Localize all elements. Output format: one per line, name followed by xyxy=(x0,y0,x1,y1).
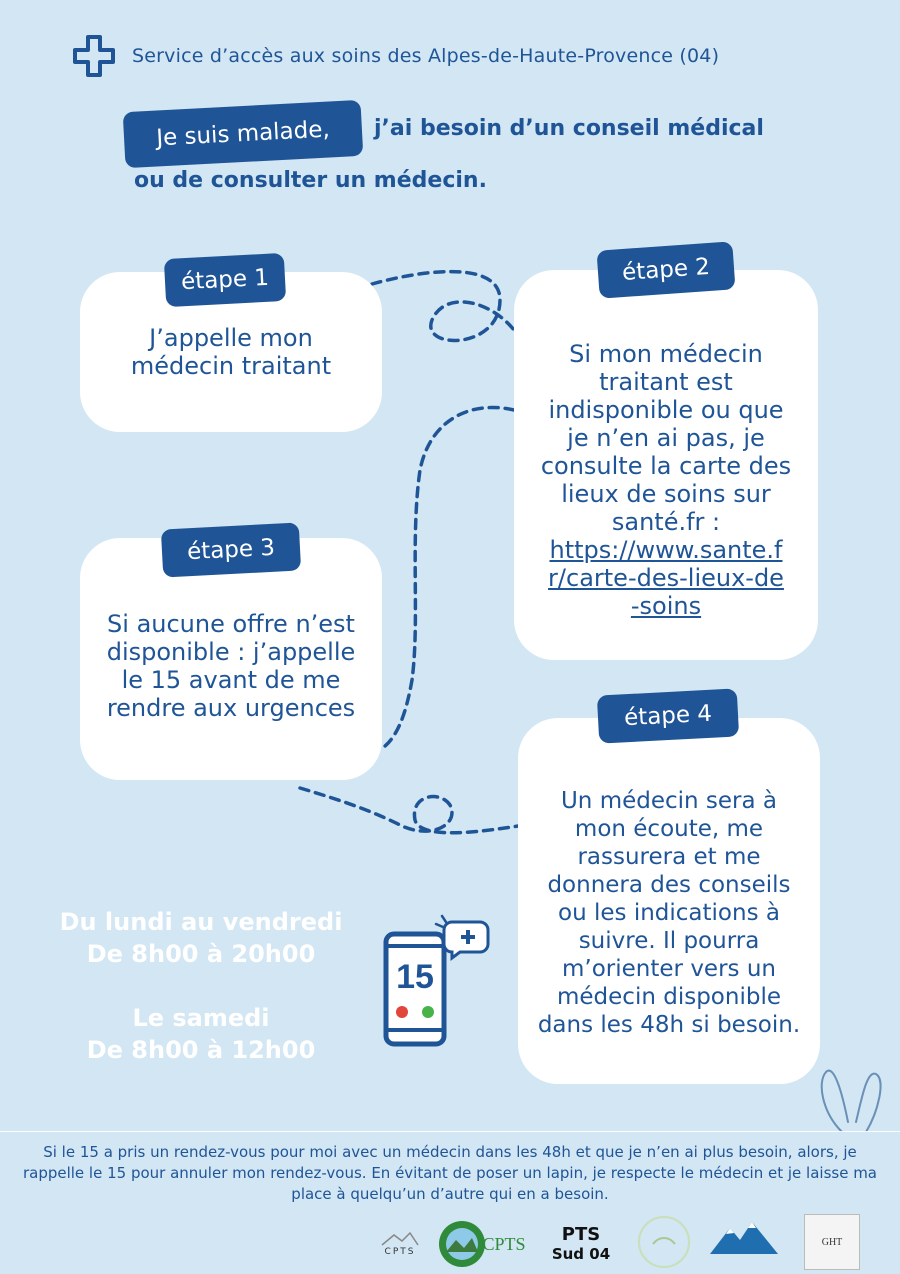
mountains-logo xyxy=(708,1218,780,1266)
sante-fr-link[interactable]: https://www.sante.fr/carte-des-lieux-de-soins xyxy=(548,536,784,620)
step-4-text: Un médecin sera à mon écoute, me rassurera et me donnera des conseils ou les indications à suivre. Il pourra m’orienter vers un médecin disponible dans les 48h si besoin. xyxy=(537,788,801,1038)
step-2-text: Si mon médecin traitant est indisponible ou que je n’en ai pas, je consulte la carte des lieux de soins sur santé.fr : xyxy=(540,340,792,536)
title-line-2: ou de consulter un médecin. xyxy=(134,168,487,193)
title-line-1: j’ai besoin d’un conseil médical xyxy=(374,116,764,141)
step-3-text: Si aucune offre n’est disponible : j’appelle le 15 avant de me rendre aux urgences xyxy=(106,610,356,722)
step-4-label: étape 4 xyxy=(597,688,739,743)
step-3-label: étape 3 xyxy=(161,522,301,577)
step-2-card xyxy=(514,270,818,660)
pts-sud-04-logo: PTS Sud 04 xyxy=(551,1223,611,1263)
ght-logo: GHT xyxy=(804,1214,860,1270)
opening-hours xyxy=(20,906,382,1066)
title-pill: Je suis malade, xyxy=(123,100,364,168)
step-1-label: étape 1 xyxy=(164,253,286,307)
saturday-label: Le samedi xyxy=(132,1004,270,1032)
cpts-logo-1: CPTS xyxy=(372,1222,428,1266)
medical-cross-icon xyxy=(72,34,116,78)
footer-text: Si le 15 a pris un rendez-vous pour moi avec un médecin dans les 48h et que je n’en ai plus besoin, alors, je rappelle le 15 pour annuler mon rendez-vous. En évitant de poser un lapin, je respecte le médecin et je laisse ma place à quelqu’un d’autre qui en a besoin. xyxy=(22,1143,878,1203)
verdon-circle-logo xyxy=(638,1216,690,1268)
svg-text:CPTS: CPTS xyxy=(482,1234,526,1254)
weekdays-hours: De 8h00 à 20h00 xyxy=(86,940,316,968)
weekdays-label: Du lundi au vendredi xyxy=(59,908,343,936)
cpts-verdon-logo xyxy=(436,1216,536,1270)
header-text: Service d’accès aux soins des Alpes-de-Haute-Provence (04) xyxy=(132,45,720,67)
step-2-label: étape 2 xyxy=(596,241,735,298)
step-3-card xyxy=(80,538,382,780)
bunny-ears-icon xyxy=(812,1062,892,1132)
partner-logos xyxy=(370,1212,890,1272)
saturday-hours: De 8h00 à 12h00 xyxy=(86,1036,316,1064)
header xyxy=(72,34,719,78)
footer-divider xyxy=(0,1131,900,1132)
phone-number: 15 xyxy=(396,958,434,996)
step-4-card xyxy=(518,718,820,1084)
step-1-text: J’appelle mon médecin traitant xyxy=(130,324,332,380)
phone-15-icon xyxy=(378,910,496,1050)
